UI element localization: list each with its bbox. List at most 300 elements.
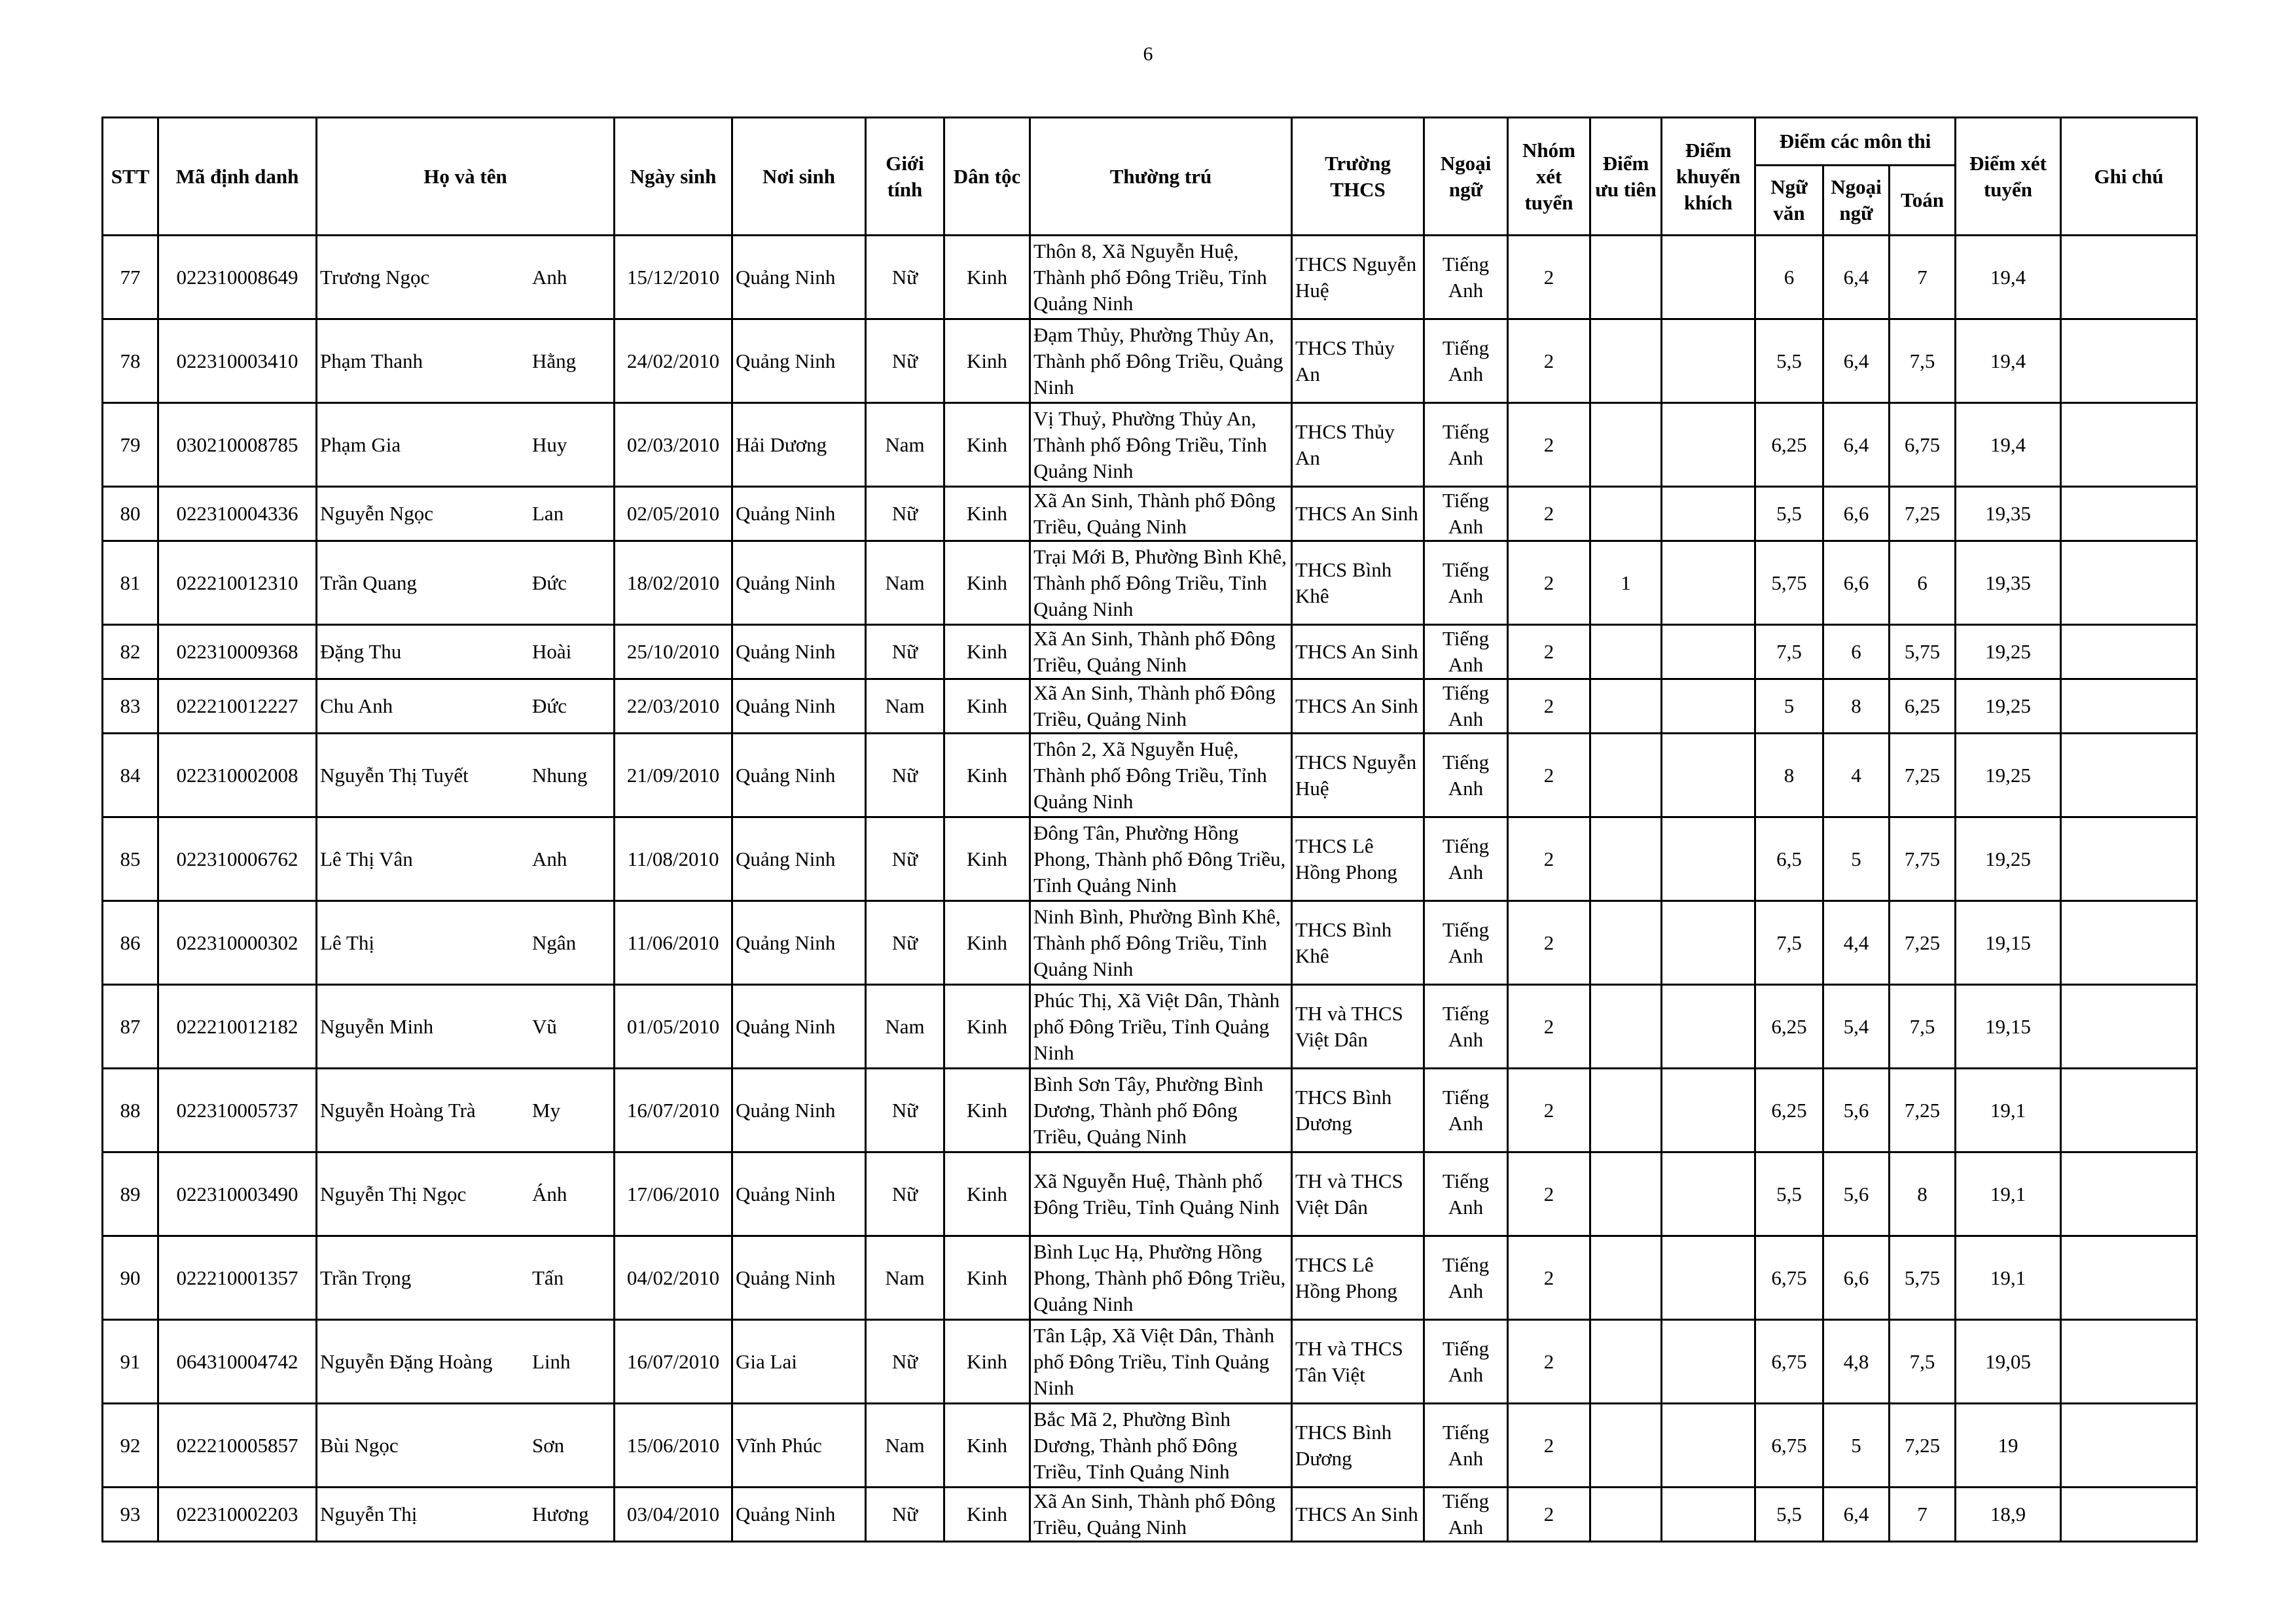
- cell-name-given: My: [532, 1098, 561, 1122]
- cell-priority: [1590, 319, 1662, 403]
- cell-language: Tiếng Anh: [1424, 403, 1508, 487]
- cell-ethnicity: Kinh: [944, 625, 1030, 679]
- cell-name-first: Bùi Ngọc: [320, 1433, 399, 1457]
- cell-priority: [1590, 487, 1662, 541]
- col-header-foreign: Ngoại ngữ: [1823, 166, 1890, 236]
- cell-stt: 90: [103, 1236, 158, 1320]
- cell-name: [317, 319, 615, 403]
- cell-language: Tiếng Anh: [1424, 1488, 1508, 1542]
- cell-id: 022310000302: [158, 901, 317, 985]
- cell-stt: 80: [103, 487, 158, 541]
- cell-foreign: 6,4: [1823, 1488, 1890, 1542]
- cell-school: TH và THCS Tân Việt: [1292, 1320, 1424, 1404]
- cell-group: 2: [1508, 1069, 1590, 1152]
- cell-language: Tiếng Anh: [1424, 901, 1508, 985]
- cell-math: 5,75: [1890, 625, 1956, 679]
- table-row: [103, 1152, 2197, 1236]
- cell-bonus: [1662, 487, 1755, 541]
- cell-total: 19,15: [1956, 985, 2061, 1069]
- cell-literature: 6,75: [1755, 1320, 1823, 1404]
- cell-dob: 04/02/2010: [615, 1236, 732, 1320]
- cell-dob: 15/06/2010: [615, 1404, 732, 1488]
- cell-note: [2061, 1152, 2197, 1236]
- col-header-literature: Ngữ văn: [1755, 166, 1823, 236]
- cell-id: 030210008785: [158, 403, 317, 487]
- cell-total: 19,35: [1956, 487, 2061, 541]
- cell-language: Tiếng Anh: [1424, 1152, 1508, 1236]
- cell-math: 5,75: [1890, 1236, 1956, 1320]
- cell-group: 2: [1508, 625, 1590, 679]
- cell-name-first: Nguyễn Hoàng Trà: [320, 1098, 476, 1122]
- cell-name-given: Lan: [532, 502, 564, 525]
- col-header-ethnicity: Dân tộc: [944, 118, 1030, 236]
- cell-stt: 87: [103, 985, 158, 1069]
- cell-math: 6,75: [1890, 403, 1956, 487]
- cell-literature: 8: [1755, 734, 1823, 817]
- cell-foreign: 4,4: [1823, 901, 1890, 985]
- cell-address: Đông Tân, Phường Hồng Phong, Thành phố Đông Triều, Tỉnh Quảng Ninh: [1030, 817, 1292, 901]
- cell-name-given: Ngân: [532, 931, 577, 954]
- cell-name-first: Chu Anh: [320, 694, 393, 717]
- cell-id: 022210005857: [158, 1404, 317, 1488]
- cell-literature: 5,5: [1755, 487, 1823, 541]
- cell-stt: 88: [103, 1069, 158, 1152]
- cell-foreign: 6,6: [1823, 541, 1890, 625]
- col-header-name: Họ và tên: [317, 118, 615, 236]
- cell-name-first: Trương Ngọc: [320, 265, 430, 289]
- cell-school: THCS Nguyễn Huệ: [1292, 236, 1424, 319]
- cell-bonus: [1662, 1404, 1755, 1488]
- cell-name-given: Hằng: [532, 349, 577, 372]
- cell-total: 19,1: [1956, 1069, 2061, 1152]
- cell-stt: 92: [103, 1404, 158, 1488]
- cell-id: 022210012182: [158, 985, 317, 1069]
- cell-stt: 84: [103, 734, 158, 817]
- table-row: [103, 319, 2197, 403]
- cell-dob: 24/02/2010: [615, 319, 732, 403]
- cell-name-given: Sơn: [532, 1433, 565, 1457]
- cell-birthplace: Quảng Ninh: [732, 985, 866, 1069]
- cell-gender: Nữ: [866, 1069, 944, 1152]
- cell-math: 7,25: [1890, 901, 1956, 985]
- cell-school: THCS Thủy An: [1292, 403, 1424, 487]
- cell-name-first: Phạm Gia: [320, 433, 401, 456]
- cell-math: 7,25: [1890, 1069, 1956, 1152]
- cell-foreign: 5: [1823, 1404, 1890, 1488]
- cell-stt: 91: [103, 1320, 158, 1404]
- cell-stt: 85: [103, 817, 158, 901]
- cell-name-given: Đức: [532, 694, 567, 717]
- cell-total: 19,4: [1956, 319, 2061, 403]
- table-row: [103, 403, 2197, 487]
- cell-language: Tiếng Anh: [1424, 1069, 1508, 1152]
- cell-address: Xã An Sinh, Thành phố Đông Triều, Quảng Ninh: [1030, 487, 1292, 541]
- col-header-scores-group: Điểm các môn thi: [1755, 118, 1956, 166]
- cell-address: Xã An Sinh, Thành phố Đông Triều, Quảng Ninh: [1030, 625, 1292, 679]
- cell-name-first: Nguyễn Thị: [320, 1503, 418, 1525]
- cell-name-given: Vũ: [532, 1014, 557, 1038]
- cell-group: 2: [1508, 319, 1590, 403]
- cell-ethnicity: Kinh: [944, 1152, 1030, 1236]
- cell-dob: 16/07/2010: [615, 1320, 732, 1404]
- cell-literature: 7,5: [1755, 625, 1823, 679]
- cell-dob: 01/05/2010: [615, 985, 732, 1069]
- cell-language: Tiếng Anh: [1424, 319, 1508, 403]
- cell-dob: 02/03/2010: [615, 403, 732, 487]
- cell-ethnicity: Kinh: [944, 1404, 1030, 1488]
- cell-address: Bình Lục Hạ, Phường Hồng Phong, Thành phố Đông Triều, Quảng Ninh: [1030, 1236, 1292, 1320]
- cell-ethnicity: Kinh: [944, 403, 1030, 487]
- cell-school: THCS Bình Dương: [1292, 1404, 1424, 1488]
- cell-foreign: 5,6: [1823, 1152, 1890, 1236]
- cell-name-given: Anh: [532, 265, 567, 289]
- cell-bonus: [1662, 541, 1755, 625]
- cell-stt: 81: [103, 541, 158, 625]
- cell-name-given: Đức: [532, 571, 567, 594]
- cell-total: 19,25: [1956, 625, 2061, 679]
- cell-dob: 22/03/2010: [615, 679, 732, 734]
- cell-name: [317, 1404, 615, 1488]
- cell-name-given: Hoài: [532, 640, 572, 663]
- cell-literature: 6,5: [1755, 817, 1823, 901]
- cell-priority: [1590, 403, 1662, 487]
- cell-priority: [1590, 679, 1662, 734]
- cell-name: [317, 1069, 615, 1152]
- cell-foreign: 5: [1823, 817, 1890, 901]
- cell-name: [317, 1320, 615, 1404]
- cell-dob: 16/07/2010: [615, 1069, 732, 1152]
- cell-literature: 6,25: [1755, 1069, 1823, 1152]
- cell-school: THCS An Sinh: [1292, 1488, 1424, 1542]
- cell-literature: 6,25: [1755, 985, 1823, 1069]
- cell-school: TH và THCS Việt Dân: [1292, 985, 1424, 1069]
- cell-name: [317, 734, 615, 817]
- cell-dob: 18/02/2010: [615, 541, 732, 625]
- cell-total: 19,25: [1956, 734, 2061, 817]
- cell-name-first: Đặng Thu: [320, 640, 402, 663]
- cell-name-first: Nguyễn Thị Tuyết: [320, 763, 469, 787]
- cell-language: Tiếng Anh: [1424, 1404, 1508, 1488]
- cell-note: [2061, 236, 2197, 319]
- cell-gender: Nữ: [866, 817, 944, 901]
- col-header-birthplace: Nơi sinh: [732, 118, 866, 236]
- cell-math: 7,5: [1890, 319, 1956, 403]
- cell-stt: 77: [103, 236, 158, 319]
- cell-total: 19: [1956, 1404, 2061, 1488]
- cell-group: 2: [1508, 679, 1590, 734]
- cell-name: [317, 679, 615, 734]
- table-row: [103, 625, 2197, 679]
- cell-bonus: [1662, 1236, 1755, 1320]
- cell-foreign: 6,6: [1823, 1236, 1890, 1320]
- table-row: [103, 1320, 2197, 1404]
- cell-school: THCS An Sinh: [1292, 625, 1424, 679]
- cell-priority: 1: [1590, 541, 1662, 625]
- cell-ethnicity: Kinh: [944, 901, 1030, 985]
- cell-literature: 7,5: [1755, 901, 1823, 985]
- cell-group: 2: [1508, 734, 1590, 817]
- cell-birthplace: Quảng Ninh: [732, 236, 866, 319]
- cell-bonus: [1662, 679, 1755, 734]
- cell-ethnicity: Kinh: [944, 487, 1030, 541]
- cell-name: [317, 403, 615, 487]
- cell-priority: [1590, 1320, 1662, 1404]
- cell-ethnicity: Kinh: [944, 817, 1030, 901]
- cell-ethnicity: Kinh: [944, 1488, 1030, 1542]
- cell-priority: [1590, 985, 1662, 1069]
- table-row: [103, 236, 2197, 319]
- cell-language: Tiếng Anh: [1424, 625, 1508, 679]
- cell-dob: 17/06/2010: [615, 1152, 732, 1236]
- table-row: [103, 1069, 2197, 1152]
- cell-priority: [1590, 817, 1662, 901]
- cell-name-first: Nguyễn Minh: [320, 1014, 434, 1038]
- cell-birthplace: Quảng Ninh: [732, 901, 866, 985]
- cell-priority: [1590, 901, 1662, 985]
- cell-name: [317, 236, 615, 319]
- cell-note: [2061, 734, 2197, 817]
- cell-gender: Nữ: [866, 1320, 944, 1404]
- cell-group: 2: [1508, 487, 1590, 541]
- cell-birthplace: Quảng Ninh: [732, 1152, 866, 1236]
- cell-address: Bình Sơn Tây, Phường Bình Dương, Thành phố Đông Triều, Quảng Ninh: [1030, 1069, 1292, 1152]
- cell-name-given: Linh: [532, 1349, 571, 1373]
- cell-priority: [1590, 1152, 1662, 1236]
- cell-name: [317, 487, 615, 541]
- cell-stt: 82: [103, 625, 158, 679]
- cell-id: 022310002008: [158, 734, 317, 817]
- cell-note: [2061, 625, 2197, 679]
- table-row: [103, 679, 2197, 734]
- cell-literature: 6: [1755, 236, 1823, 319]
- cell-dob: 02/05/2010: [615, 487, 732, 541]
- cell-address: Ninh Bình, Phường Bình Khê, Thành phố Đông Triều, Tỉnh Quảng Ninh: [1030, 901, 1292, 985]
- col-header-language: Ngoại ngữ: [1424, 118, 1508, 236]
- cell-dob: 25/10/2010: [615, 625, 732, 679]
- table-body: [103, 236, 2197, 1542]
- cell-birthplace: Vĩnh Phúc: [732, 1404, 866, 1488]
- col-header-group: Nhóm xét tuyển: [1508, 118, 1590, 236]
- cell-birthplace: Quảng Ninh: [732, 817, 866, 901]
- cell-address: Xã An Sinh, Thành phố Đông Triều, Quảng Ninh: [1030, 1488, 1292, 1542]
- cell-math: 7: [1890, 1488, 1956, 1542]
- cell-math: 7,75: [1890, 817, 1956, 901]
- cell-note: [2061, 1320, 2197, 1404]
- cell-id: 022310005737: [158, 1069, 317, 1152]
- cell-name-first: Nguyễn Ngọc: [320, 502, 434, 525]
- cell-school: THCS Lê Hồng Phong: [1292, 817, 1424, 901]
- cell-foreign: 6,4: [1823, 319, 1890, 403]
- cell-language: Tiếng Anh: [1424, 734, 1508, 817]
- cell-gender: Nam: [866, 985, 944, 1069]
- cell-birthplace: Hải Dương: [732, 403, 866, 487]
- cell-math: 7: [1890, 236, 1956, 319]
- cell-id: 022310003490: [158, 1152, 317, 1236]
- cell-foreign: 4,8: [1823, 1320, 1890, 1404]
- cell-name-given: Nhung: [532, 763, 588, 787]
- cell-group: 2: [1508, 236, 1590, 319]
- cell-priority: [1590, 1069, 1662, 1152]
- cell-school: THCS Lê Hồng Phong: [1292, 1236, 1424, 1320]
- cell-gender: Nam: [866, 403, 944, 487]
- cell-bonus: [1662, 403, 1755, 487]
- cell-foreign: 6: [1823, 625, 1890, 679]
- cell-total: 19,25: [1956, 679, 2061, 734]
- cell-total: 19,15: [1956, 901, 2061, 985]
- cell-birthplace: Quảng Ninh: [732, 679, 866, 734]
- cell-bonus: [1662, 734, 1755, 817]
- cell-name-first: Lê Thị Vân: [320, 847, 413, 870]
- cell-ethnicity: Kinh: [944, 985, 1030, 1069]
- cell-bonus: [1662, 319, 1755, 403]
- cell-language: Tiếng Anh: [1424, 679, 1508, 734]
- cell-id: 022210012227: [158, 679, 317, 734]
- cell-name-given: Anh: [532, 847, 567, 870]
- cell-math: 7,25: [1890, 487, 1956, 541]
- cell-total: 19,4: [1956, 403, 2061, 487]
- cell-address: Xã Nguyễn Huệ, Thành phố Đông Triều, Tỉnh Quảng Ninh: [1030, 1152, 1292, 1236]
- cell-bonus: [1662, 1152, 1755, 1236]
- cell-note: [2061, 319, 2197, 403]
- cell-literature: 5: [1755, 679, 1823, 734]
- cell-name-given: Tấn: [532, 1266, 564, 1289]
- cell-note: [2061, 901, 2197, 985]
- cell-foreign: 5,6: [1823, 1069, 1890, 1152]
- cell-math: 8: [1890, 1152, 1956, 1236]
- cell-language: Tiếng Anh: [1424, 487, 1508, 541]
- cell-math: 7,25: [1890, 1404, 1956, 1488]
- table-row: [103, 1488, 2197, 1542]
- cell-language: Tiếng Anh: [1424, 1320, 1508, 1404]
- cell-address: Xã An Sinh, Thành phố Đông Triều, Quảng Ninh: [1030, 679, 1292, 734]
- cell-literature: 6,75: [1755, 1404, 1823, 1488]
- cell-name: [317, 1236, 615, 1320]
- cell-note: [2061, 403, 2197, 487]
- cell-name: [317, 541, 615, 625]
- cell-group: 2: [1508, 403, 1590, 487]
- cell-school: THCS An Sinh: [1292, 487, 1424, 541]
- cell-school: THCS Bình Khê: [1292, 541, 1424, 625]
- table-row: [103, 1404, 2197, 1488]
- cell-foreign: 4: [1823, 734, 1890, 817]
- cell-gender: Nữ: [866, 901, 944, 985]
- col-header-stt: STT: [103, 118, 158, 236]
- cell-foreign: 5,4: [1823, 985, 1890, 1069]
- cell-priority: [1590, 236, 1662, 319]
- cell-id: 022310003410: [158, 319, 317, 403]
- cell-ethnicity: Kinh: [944, 679, 1030, 734]
- cell-ethnicity: Kinh: [944, 236, 1030, 319]
- cell-group: 2: [1508, 985, 1590, 1069]
- cell-foreign: 6,4: [1823, 403, 1890, 487]
- cell-total: 18,9: [1956, 1488, 2061, 1542]
- cell-name: [317, 901, 615, 985]
- cell-gender: Nữ: [866, 1488, 944, 1542]
- cell-name: [317, 1488, 615, 1542]
- cell-group: 2: [1508, 901, 1590, 985]
- cell-language: Tiếng Anh: [1424, 985, 1508, 1069]
- cell-total: 19,1: [1956, 1236, 2061, 1320]
- table-row: [103, 541, 2197, 625]
- col-header-note: Ghi chú: [2061, 118, 2197, 236]
- cell-ethnicity: Kinh: [944, 1320, 1030, 1404]
- cell-stt: 93: [103, 1488, 158, 1542]
- cell-name-first: Trần Trọng: [320, 1266, 412, 1289]
- col-header-gender: Giới tính: [866, 118, 944, 236]
- table-header: [103, 118, 2197, 236]
- col-header-priority: Điểm ưu tiên: [1590, 118, 1662, 236]
- cell-school: THCS Bình Khê: [1292, 901, 1424, 985]
- cell-bonus: [1662, 236, 1755, 319]
- cell-language: Tiếng Anh: [1424, 817, 1508, 901]
- cell-id: 064310004742: [158, 1320, 317, 1404]
- cell-gender: Nữ: [866, 625, 944, 679]
- cell-id: 022310009368: [158, 625, 317, 679]
- cell-group: 2: [1508, 817, 1590, 901]
- cell-dob: 11/06/2010: [615, 901, 732, 985]
- cell-note: [2061, 817, 2197, 901]
- cell-school: THCS Thủy An: [1292, 319, 1424, 403]
- cell-language: Tiếng Anh: [1424, 541, 1508, 625]
- cell-name: [317, 625, 615, 679]
- cell-literature: 5,75: [1755, 541, 1823, 625]
- cell-note: [2061, 679, 2197, 734]
- cell-address: Đạm Thủy, Phường Thủy An, Thành phố Đông Triều, Quảng Ninh: [1030, 319, 1292, 403]
- cell-foreign: 6,4: [1823, 236, 1890, 319]
- col-header-id: Mã định danh: [158, 118, 317, 236]
- cell-total: 19,25: [1956, 817, 2061, 901]
- cell-language: Tiếng Anh: [1424, 236, 1508, 319]
- cell-bonus: [1662, 1488, 1755, 1542]
- cell-bonus: [1662, 1069, 1755, 1152]
- cell-name-given: Ánh: [532, 1182, 567, 1205]
- cell-ethnicity: Kinh: [944, 734, 1030, 817]
- cell-stt: 79: [103, 403, 158, 487]
- cell-birthplace: Gia Lai: [732, 1320, 866, 1404]
- cell-name-first: Phạm Thanh: [320, 349, 423, 372]
- cell-total: 19,35: [1956, 541, 2061, 625]
- col-header-total: Điểm xét tuyển: [1956, 118, 2061, 236]
- cell-gender: Nam: [866, 1236, 944, 1320]
- cell-stt: 78: [103, 319, 158, 403]
- col-header-dob: Ngày sinh: [615, 118, 732, 236]
- cell-bonus: [1662, 901, 1755, 985]
- cell-address: Thôn 2, Xã Nguyễn Huệ, Thành phố Đông Triều, Tỉnh Quảng Ninh: [1030, 734, 1292, 817]
- col-header-bonus: Điểm khuyến khích: [1662, 118, 1755, 236]
- cell-literature: 6,25: [1755, 403, 1823, 487]
- cell-id: 022310004336: [158, 487, 317, 541]
- cell-literature: 5,5: [1755, 1152, 1823, 1236]
- cell-name: [317, 985, 615, 1069]
- cell-note: [2061, 487, 2197, 541]
- cell-total: 19,4: [1956, 236, 2061, 319]
- cell-gender: Nữ: [866, 487, 944, 541]
- cell-birthplace: Quảng Ninh: [732, 541, 866, 625]
- cell-dob: 15/12/2010: [615, 236, 732, 319]
- cell-group: 2: [1508, 1236, 1590, 1320]
- table-row: [103, 817, 2197, 901]
- cell-language: Tiếng Anh: [1424, 1236, 1508, 1320]
- table-row: [103, 734, 2197, 817]
- cell-gender: Nam: [866, 679, 944, 734]
- cell-note: [2061, 985, 2197, 1069]
- cell-gender: Nam: [866, 541, 944, 625]
- cell-ethnicity: Kinh: [944, 319, 1030, 403]
- cell-name-given: Huy: [532, 433, 567, 456]
- cell-dob: 21/09/2010: [615, 734, 732, 817]
- cell-dob: 03/04/2010: [615, 1488, 732, 1542]
- cell-address: Vị Thuỷ, Phường Thủy An, Thành phố Đông Triều, Tỉnh Quảng Ninh: [1030, 403, 1292, 487]
